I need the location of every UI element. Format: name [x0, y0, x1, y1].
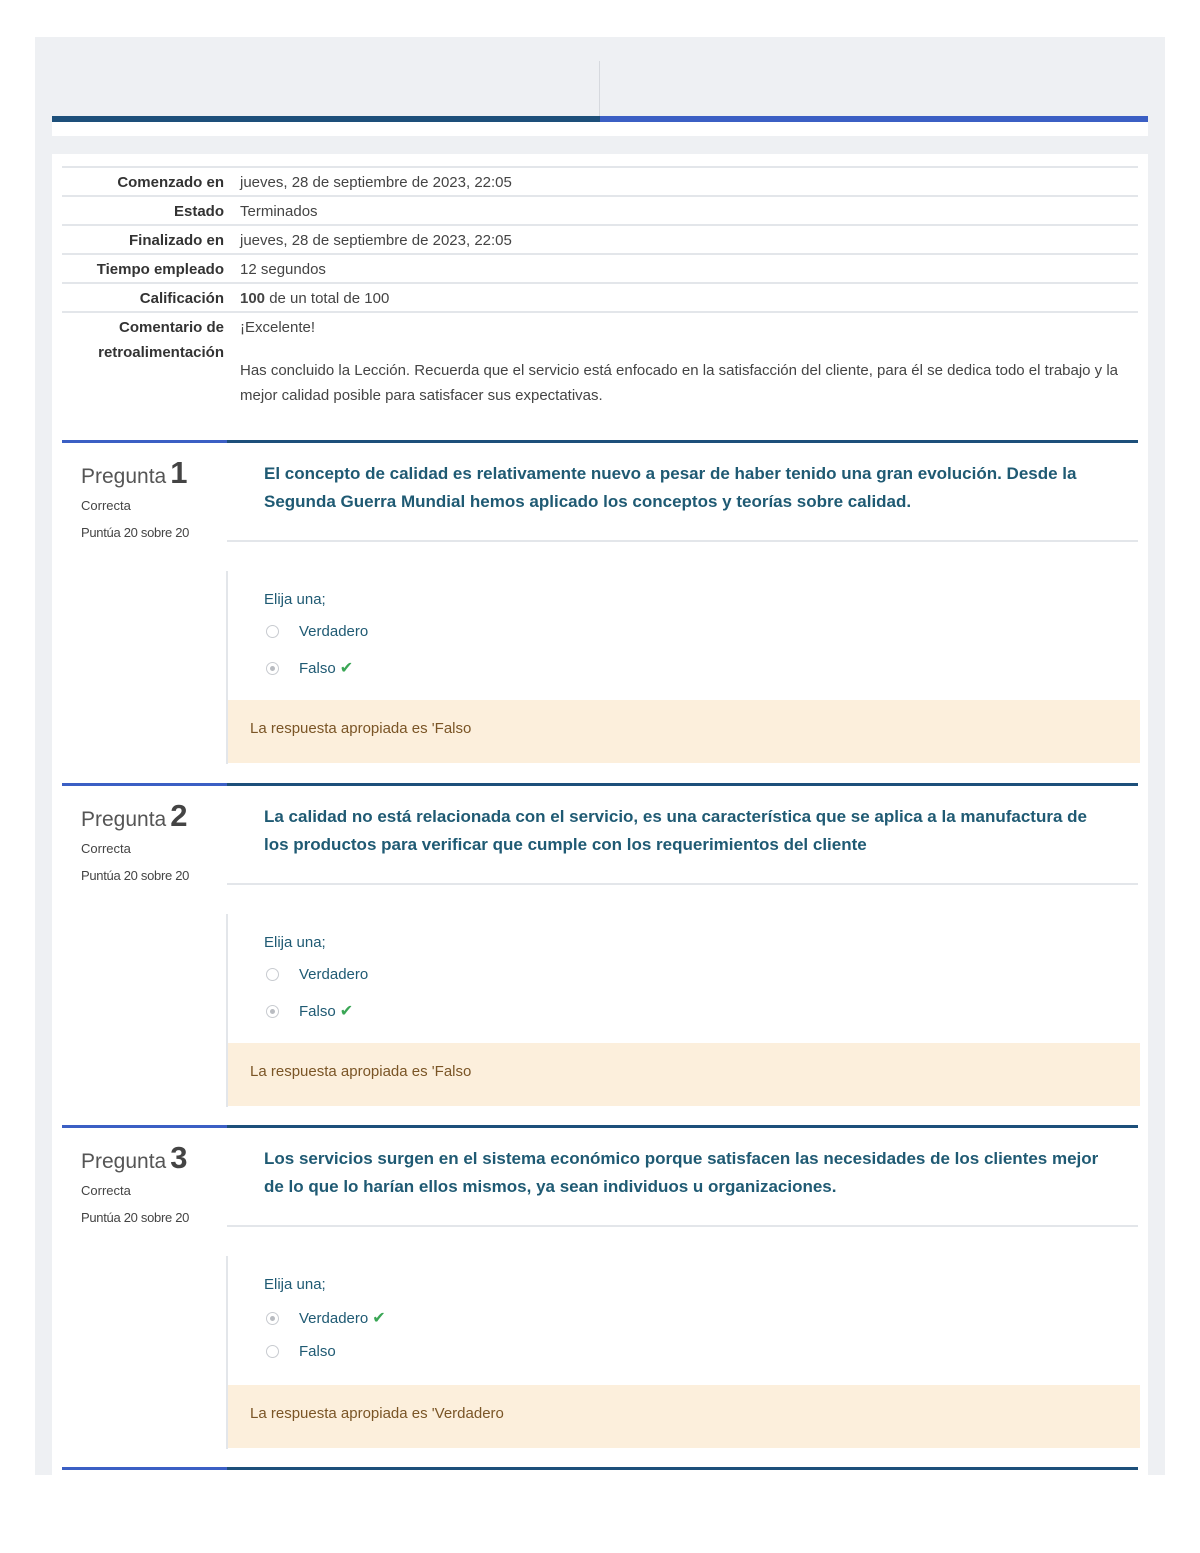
question-rule-left — [62, 440, 227, 443]
summary-value — [240, 283, 1138, 312]
question-text: Los servicios surgen en el sistema económico porque satisfacen las necesidades de los clientes mejor de lo que lo harían ellos mismos, ya sean individuos u organizaciones. — [264, 1149, 1099, 1196]
grade-suffix: de un total de 100 — [265, 290, 390, 307]
answer-box — [226, 571, 1140, 764]
summary-label: Calificación — [62, 283, 240, 312]
check-icon: ✔ — [339, 660, 354, 677]
question-title — [81, 455, 221, 492]
summary-label: Finalizado en — [62, 225, 240, 254]
option-label: Verdadero — [299, 966, 369, 983]
end-rule-right — [227, 1467, 1138, 1470]
question-state: Correcta — [81, 841, 131, 856]
summary-value: 12 segundos — [240, 254, 1138, 283]
summary-row-finished — [62, 225, 1138, 254]
header-strip — [52, 122, 1148, 136]
question-number: 3 — [170, 1140, 188, 1175]
option-label: Verdadero — [299, 1309, 369, 1327]
summary-value: jueves, 28 de septiembre de 2023, 22:05 — [240, 167, 1138, 196]
radio-button-checked[interactable] — [266, 1312, 279, 1325]
radio-button-checked[interactable] — [266, 1005, 279, 1018]
question-info — [81, 455, 221, 540]
question-info — [81, 798, 221, 883]
answer-prompt: Elija una; — [264, 591, 326, 608]
question-state: Correcta — [81, 498, 131, 513]
feedback-text: La respuesta apropiada es 'Falso — [250, 1063, 472, 1080]
question-grade: Puntúa 20 sobre 20 — [81, 1210, 190, 1225]
question-rule-right — [227, 783, 1138, 786]
summary-value: jueves, 28 de septiembre de 2023, 22:05 — [240, 225, 1138, 254]
option-label: Falso — [299, 659, 336, 677]
option-label: Verdadero — [299, 623, 369, 640]
radio-button[interactable] — [266, 968, 279, 981]
option-verdadero[interactable] — [266, 1308, 386, 1328]
summary-row-state — [62, 196, 1138, 225]
question-rule-right — [227, 1125, 1138, 1128]
grade-value: 100 — [240, 290, 266, 307]
end-rule-left — [62, 1467, 227, 1470]
radio-button[interactable] — [266, 1345, 279, 1358]
answer-box — [226, 914, 1140, 1107]
answer-box — [226, 1256, 1140, 1449]
question-info — [81, 1140, 221, 1225]
question-grade: Puntúa 20 sobre 20 — [81, 868, 190, 883]
summary-row-time — [62, 254, 1138, 283]
attempt-summary-table — [62, 166, 1138, 408]
summary-row-feedback — [62, 312, 1138, 408]
feedback-text: La respuesta apropiada es 'Verdadero — [250, 1405, 504, 1422]
radio-button[interactable] — [266, 625, 279, 638]
summary-row-grade — [62, 283, 1138, 312]
page-canvas — [35, 37, 1165, 1475]
question-title-label: Pregunta — [81, 1150, 167, 1173]
option-verdadero[interactable] — [266, 623, 368, 640]
question-rule-left — [62, 1125, 227, 1128]
answer-prompt: Elija una; — [264, 1276, 326, 1293]
answer-feedback — [228, 700, 1140, 763]
summary-label: Comentario de retroalimentación — [62, 312, 240, 408]
answer-feedback — [228, 1385, 1140, 1448]
summary-label: Comenzado en — [62, 167, 240, 196]
feedback-text: La respuesta apropiada es 'Falso — [250, 720, 472, 737]
question-title — [81, 1140, 221, 1177]
answer-feedback — [228, 1043, 1140, 1106]
feedback-text: Has concluido la Lección. Recuerda que el servicio está enfocado en la satisfacción del cliente, para él se dedica todo el trabajo y la mejor calidad posible para satisfacer sus expectativas. — [240, 362, 1119, 404]
check-icon: ✔ — [372, 1310, 386, 1327]
question-separator — [227, 883, 1138, 885]
header-divider — [599, 61, 600, 121]
question-title-label: Pregunta — [81, 808, 167, 831]
question-separator — [227, 540, 1138, 542]
radio-button-checked[interactable] — [266, 662, 279, 675]
question-rule-left — [62, 783, 227, 786]
question-number: 2 — [170, 798, 188, 833]
summary-label: Tiempo empleado — [62, 254, 240, 283]
summary-value — [240, 312, 1138, 408]
question-title — [81, 798, 221, 835]
question-text: La calidad no está relacionada con el servicio, es una característica que se aplica a la manufactura de los productos para verificar que cumple con los requerimientos del cliente — [264, 807, 1087, 854]
option-falso[interactable] — [266, 1343, 336, 1360]
summary-row-started — [62, 167, 1138, 196]
option-verdadero[interactable] — [266, 966, 368, 983]
answer-prompt: Elija una; — [264, 934, 326, 951]
summary-label: Estado — [62, 196, 240, 225]
option-falso[interactable] — [266, 1001, 353, 1021]
summary-value: Terminados — [240, 196, 1138, 225]
section-end-rule — [62, 1467, 1138, 1470]
review-panel — [52, 154, 1148, 1475]
option-label: Falso — [299, 1343, 336, 1360]
option-label: Falso — [299, 1002, 336, 1020]
option-falso[interactable] — [266, 658, 353, 678]
question-rule-right — [227, 440, 1138, 443]
check-icon: ✔ — [339, 1003, 354, 1020]
question-grade: Puntúa 20 sobre 20 — [81, 525, 190, 540]
feedback-title: ¡Excelente! — [240, 319, 316, 336]
question-title-label: Pregunta — [81, 465, 167, 488]
question-state: Correcta — [81, 1183, 131, 1198]
question-number: 1 — [170, 455, 188, 490]
question-separator — [227, 1225, 1138, 1227]
question-text: El concepto de calidad es relativamente nuevo a pesar de haber tenido una gran evolución. Desde la Segunda Guerra Mundial hemos aplicado los conceptos y teorías sobre calidad. — [264, 464, 1077, 511]
